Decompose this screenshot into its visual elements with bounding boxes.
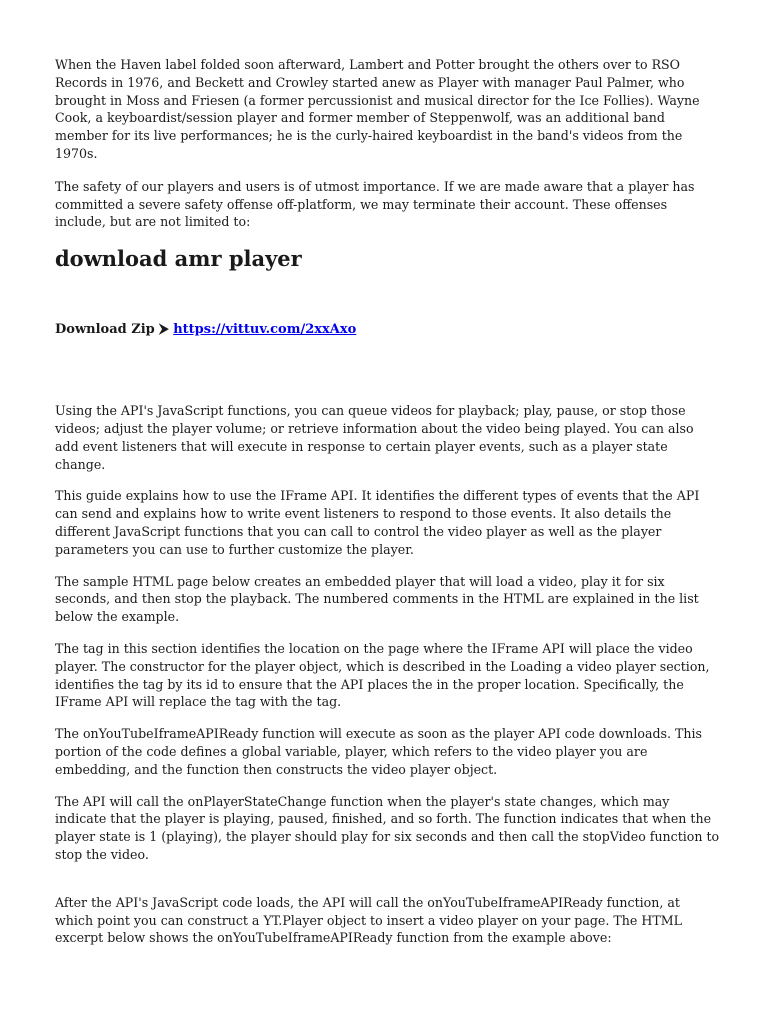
article-body [55, 402, 720, 947]
body-paragraph: The onYouTubeIframeAPIReady function will execute as soon as the player API code downloads. This portion of the code defines a global variable, player, which refers to the video player you are embedding, and the function then constructs the video player object. [55, 726, 702, 777]
download-link[interactable]: https://vittuv.com/2xxAxo [173, 322, 357, 338]
body-paragraph: After the API's JavaScript code loads, the API will call the onYouTubeIframeAPIReady function, at which point you can construct a YT.Player object to insert a video player on your page. The HTML excerpt below shows the onYouTubeIframeAPIReady function from the example above: [55, 894, 682, 946]
page-heading: download amr player [55, 246, 302, 272]
intro-paragraph-2: The safety of our players and users is of utmost importance. If we are made aware that a player has committed a severe safety offense off-platform, we may terminate their account. These offenses include, but are not limited to: [55, 178, 695, 230]
body-paragraph: The sample HTML page below creates an embedded player that will load a video, play it for six seconds, and then stop the playback. The numbered comments in the HTML are explained in the list below the example. [55, 573, 699, 625]
body-paragraph: This guide explains how to use the IFrame API. It identifies the different types of events that the API can send and explains how to write event listeners to respond to those events. It also details the different JavaScript functions that you can call to control the video player as well as the player parameters you can use to further customize the player. [55, 488, 700, 557]
download-label: Download Zip ⮞ [55, 322, 174, 338]
body-paragraph: The tag in this section identifies the location on the page where the IFrame API will place the video player. The constructor for the player object, which is described in the Loading a video player section, identifies the tag by its id to ensure that the API places the in the proper location. Specifically, the IFrame API will replace the tag with the tag. [55, 640, 710, 710]
body-paragraph: Using the API's JavaScript functions, you can queue videos for playback; play, pause, or stop those videos; adjust the player volume; or retrieve information about the video being played. You can also add event listeners that will execute in response to certain player events, such as a player state change. [55, 403, 694, 472]
intro-paragraph-1: When the Haven label folded soon afterward, Lambert and Potter brought the others over to RSO Records in 1976, and Beckett and Crowley started anew as Player with manager Paul Palmer, who brought in Moss and Friesen (a former percussionist and musical director for the Ice Follies). Wayne Cook, a keyboardist/session player and former member of Steppenwolf, was an additional band member for its live performances; he is the curly-haired keyboardist in the band's videos from the 1970s. [55, 57, 700, 161]
download-line [55, 321, 720, 339]
body-paragraph: The API will call the onPlayerStateChange function when the player's state changes, which may indicate that the player is playing, paused, finished, and so forth. The function indicates that when the player state is 1 (playing), the player should play for six seconds and then call the stopVideo function to stop the video. [55, 793, 720, 862]
